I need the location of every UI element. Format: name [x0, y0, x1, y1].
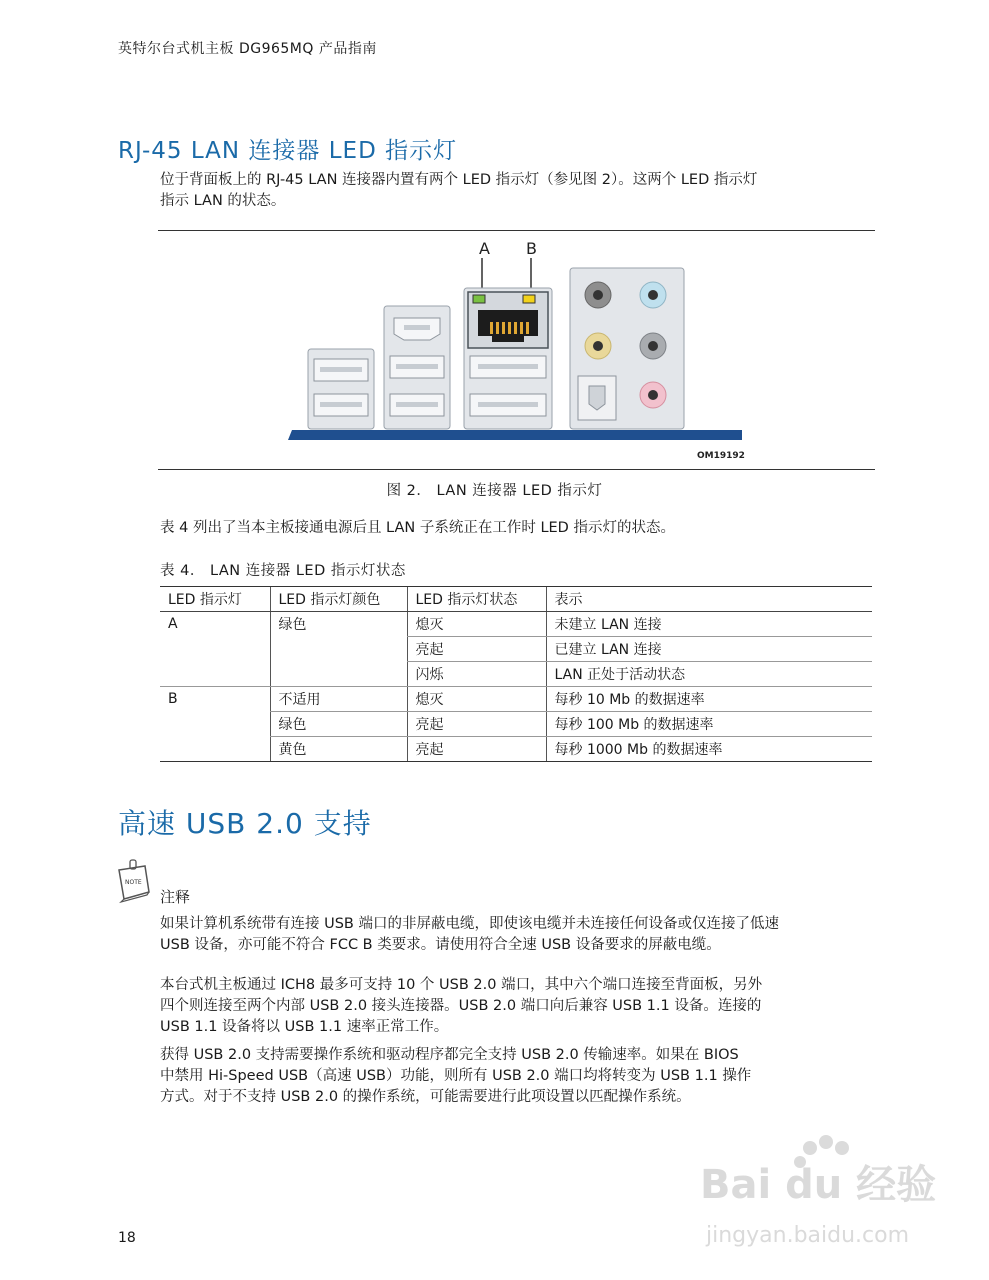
table-row	[160, 687, 872, 712]
usb-paragraph-1	[160, 975, 860, 1038]
lan-intro-line-1: 位于背面板上的 RJ-45 LAN 连接器内置有两个 LED 指示灯（参见图 2）。这两个 LED 指示灯	[160, 172, 758, 188]
page-number: 18	[118, 1230, 136, 1246]
usb-p1-line-3: USB 1.1 设备将以 USB 1.1 速率正常工作。	[160, 1019, 449, 1035]
watermark-url: jingyan.baidu.com	[706, 1223, 910, 1248]
section-heading-usb: 高速 USB 2.0 支持	[118, 807, 372, 840]
lan-intro-line-2: 指示 LAN 的状态。	[160, 193, 286, 209]
figure-top-rule	[158, 230, 875, 231]
table-cell	[160, 737, 270, 762]
note-icon-label: NOTE	[125, 879, 142, 886]
table-cell: 闪烁	[407, 662, 546, 687]
figure-bottom-rule	[158, 469, 875, 470]
audio-panel	[570, 268, 684, 429]
rj45-usb-stack	[464, 288, 552, 429]
table-cell: 不适用	[270, 687, 407, 712]
table-cell	[160, 712, 270, 737]
table-cell: 亮起	[407, 637, 546, 662]
table-cell: 已建立 LAN 连接	[546, 637, 872, 662]
led-label-b: B	[526, 239, 537, 258]
usb-p1-line-2: 四个则连接至两个内部 USB 2.0 接头连接器。USB 2.0 端口向后兼容 USB 1.1 设备。连接的	[160, 998, 762, 1014]
usb-p2-line-3: 方式。对于不支持 USB 2.0 的操作系统，可能需要进行此项设置以匹配操作系统。	[160, 1089, 691, 1105]
table-row	[160, 662, 872, 687]
table-row	[160, 737, 872, 762]
note-line-2: USB 设备，亦可能不符合 FCC B 类要求。请使用符合全速 USB 设备要求的屏蔽电缆。	[160, 937, 721, 953]
table-cell	[270, 662, 407, 687]
figure-caption: 图 2． LAN 连接器 LED 指示灯	[386, 483, 603, 499]
firewire-usb-stack	[384, 306, 450, 429]
led-status-table	[160, 586, 872, 762]
table-cell	[160, 662, 270, 687]
table-cell: 绿色	[270, 712, 407, 737]
table-cell: 绿色	[270, 612, 407, 637]
table-row	[160, 637, 872, 662]
note-line-1: 如果计算机系统带有连接 USB 端口的非屏蔽电缆，即使该电缆并未连接任何设备或仅连接了低速	[160, 916, 779, 932]
figure-code: OM19192	[697, 451, 745, 461]
table-header-cell: LED 指示灯	[160, 587, 270, 612]
table-cell: B	[168, 691, 178, 708]
usb-p2-line-2: 中禁用 Hi-Speed USB（高速 USB）功能，则所有 USB 2.0 端口均将转变为 USB 1.1 操作	[160, 1068, 752, 1084]
table-row	[160, 612, 872, 637]
table-cell: 亮起	[407, 737, 546, 762]
table-cell: 每秒 1000 Mb 的数据速率	[546, 737, 872, 762]
table-header-cell: LED 指示灯颜色	[270, 587, 407, 612]
table-header-cell: LED 指示灯状态	[407, 587, 546, 612]
table-cell: A	[168, 616, 178, 633]
section-heading-lan-led: RJ-45 LAN 连接器 LED 指示灯	[118, 138, 458, 164]
baidu-watermark	[700, 1130, 950, 1260]
led-label-a: A	[479, 239, 490, 258]
table-cell	[270, 637, 407, 662]
table-intro-paragraph: 表 4 列出了当本主板接通电源后且 LAN 子系统正在工作时 LED 指示灯的状态。	[160, 520, 675, 536]
table-header-row	[160, 587, 872, 612]
table-cell: 每秒 10 Mb 的数据速率	[546, 687, 872, 712]
note-title: 注释	[160, 888, 191, 906]
table-cell: 熄灭	[407, 612, 546, 637]
table-cell: 每秒 100 Mb 的数据速率	[546, 712, 872, 737]
led-a-green	[473, 295, 485, 303]
running-header: 英特尔台式机主板 DG965MQ 产品指南	[118, 41, 377, 57]
note-paragraph	[160, 914, 860, 956]
table-cell: 黄色	[270, 737, 407, 762]
led-b-yellow	[523, 295, 535, 303]
table-row	[160, 712, 872, 737]
watermark-brand: Bai du 经验	[700, 1162, 937, 1208]
note-icon	[116, 858, 152, 904]
table-cell	[160, 637, 270, 662]
usb-paragraph-2	[160, 1045, 860, 1108]
usb-p1-line-1: 本台式机主板通过 ICH8 最多可支持 10 个 USB 2.0 端口，其中六个端口连接至背面板，另外	[160, 977, 763, 993]
usb-stack-left	[308, 349, 374, 429]
table-cell: 熄灭	[407, 687, 546, 712]
table-cell: LAN 正处于活动状态	[546, 662, 872, 687]
table-caption: 表 4． LAN 连接器 LED 指示灯状态	[160, 563, 406, 579]
io-shield-board	[288, 430, 742, 440]
back-panel-figure	[280, 234, 750, 466]
table-cell: 未建立 LAN 连接	[546, 612, 872, 637]
usb-p2-line-1: 获得 USB 2.0 支持需要操作系统和驱动程序都完全支持 USB 2.0 传输速率。如果在 BIOS	[160, 1047, 739, 1063]
lan-intro-paragraph	[160, 170, 860, 212]
table-header-cell: 表示	[546, 587, 872, 612]
table-cell: 亮起	[407, 712, 546, 737]
